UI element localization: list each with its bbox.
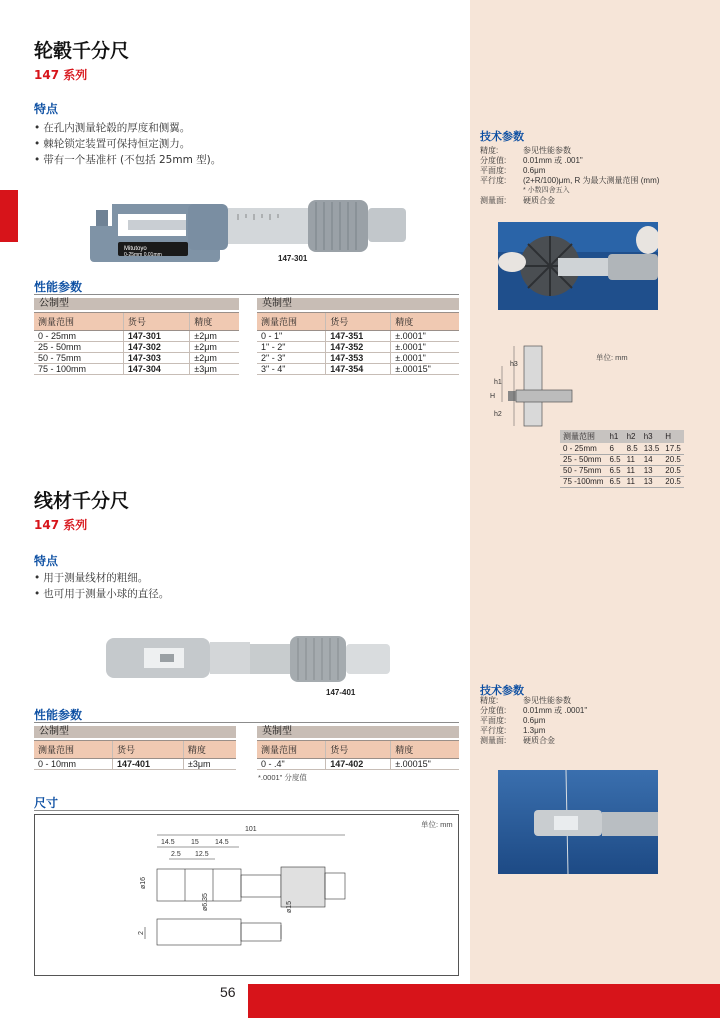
column-header: 测量范围 xyxy=(257,313,326,331)
heading-rule xyxy=(34,294,459,295)
cell: 20.5 xyxy=(662,476,684,487)
wire-micrometer-image xyxy=(104,632,394,686)
column-header: 货号 xyxy=(123,313,189,331)
cell-accuracy: ±3μm xyxy=(183,759,236,770)
spec-value: 0.01mm 或 .0001" xyxy=(523,706,588,715)
section2-features-heading: 特点 xyxy=(34,554,59,568)
cell-accuracy: ±.00015" xyxy=(391,364,459,375)
spec-key: 平面度: xyxy=(480,166,507,175)
cell: 14 xyxy=(641,454,663,465)
cell-code: 147-402 xyxy=(326,759,391,770)
column-header: H xyxy=(662,430,684,443)
spec-value: 硬质合金 xyxy=(523,736,555,745)
rounding-note: * 小数四舍五入 xyxy=(523,187,570,194)
cell: 50 - 75mm xyxy=(560,465,606,476)
spec-key: 平行度: xyxy=(480,726,507,735)
cell-code: 147-302 xyxy=(123,342,189,353)
cell-accuracy: ±.0001" xyxy=(391,342,459,353)
heading-rule xyxy=(34,722,459,723)
section1-title: 轮毂千分尺 xyxy=(34,40,130,62)
cell-accuracy: ±2μm xyxy=(190,342,239,353)
svg-text:h2: h2 xyxy=(494,411,502,418)
table-row xyxy=(257,342,459,353)
tech2-heading: 技术参数 xyxy=(480,684,524,697)
cell-range: 1" - 2" xyxy=(257,342,326,353)
cell-accuracy: ±2μm xyxy=(190,331,239,342)
spec-key: 测量面: xyxy=(480,736,507,745)
section1-performance-heading: 性能参数 xyxy=(34,280,83,294)
spec-key: 平面度: xyxy=(480,716,507,725)
tech1-unit: 单位: mm xyxy=(596,353,628,362)
section2-performance-heading: 性能参数 xyxy=(34,708,83,722)
cell-range: 0 - 10mm xyxy=(34,759,113,770)
table-row xyxy=(257,353,459,364)
svg-text:h1: h1 xyxy=(494,379,502,386)
section1-features xyxy=(34,120,221,168)
metric-tag: 公制型 xyxy=(34,726,236,738)
cell: 20.5 xyxy=(662,454,684,465)
cell-range: 3" - 4" xyxy=(257,364,326,375)
column-header: 测量范围 xyxy=(34,741,113,759)
svg-text:Mitutoyo: Mitutoyo xyxy=(124,246,147,252)
tech2-specs xyxy=(480,696,587,746)
cell-accuracy: ±.00015" xyxy=(391,759,459,770)
cell-code: 147-353 xyxy=(326,353,391,364)
spec-value: 参见性能参数 xyxy=(523,696,571,705)
footer-bar xyxy=(248,984,720,1018)
heading-rule xyxy=(34,810,459,811)
spec-key: 精度: xyxy=(480,146,499,155)
section2-series: 147 系列 xyxy=(34,518,88,532)
cell-range: 25 - 50mm xyxy=(34,342,123,353)
spec-key: 分度值: xyxy=(480,156,507,165)
table-row xyxy=(34,342,239,353)
cell-range: 50 - 75mm xyxy=(34,353,123,364)
page-number: 56 xyxy=(220,984,236,1000)
hub-dimension-table xyxy=(560,430,684,488)
cell: 6.5 xyxy=(606,476,623,487)
cell-code: 147-304 xyxy=(123,364,189,375)
wire-measurement-photo xyxy=(498,770,658,874)
cell-accuracy: ±.0001" xyxy=(391,353,459,364)
column-header: 货号 xyxy=(326,313,391,331)
cell-code: 147-354 xyxy=(326,364,391,375)
table-row xyxy=(560,476,684,487)
svg-text:H: H xyxy=(490,393,496,400)
inch-tag: 英制型 xyxy=(257,726,459,738)
cell: 11 xyxy=(624,465,641,476)
section1-features-heading: 特点 xyxy=(34,102,59,116)
cell-range: 0 - .4" xyxy=(257,759,326,770)
spec-value: 硬质合金 xyxy=(523,196,555,205)
svg-text:2.5: 2.5 xyxy=(171,851,181,858)
svg-text:14.5: 14.5 xyxy=(215,839,229,846)
table-row xyxy=(257,331,459,342)
wire-metric-table xyxy=(34,740,236,770)
column-header: 精度 xyxy=(190,313,239,331)
cell: 6.5 xyxy=(606,465,623,476)
table-row xyxy=(257,364,459,375)
svg-text:14.5: 14.5 xyxy=(161,839,175,846)
spec-key: 精度: xyxy=(480,696,499,705)
feature-item: • 棘轮锁定装置可保持恒定测力。 xyxy=(34,136,221,152)
feature-item: • 在孔内测量轮毂的厚度和侧翼。 xyxy=(34,120,221,136)
column-header: 精度 xyxy=(391,313,459,331)
feature-item: • 带有一个基准杆 (不包括 25mm 型)。 xyxy=(34,152,221,168)
svg-text:15: 15 xyxy=(191,839,199,846)
cell-code: 147-352 xyxy=(326,342,391,353)
table-row xyxy=(34,759,236,770)
metric-tag: 公制型 xyxy=(34,298,239,310)
hub-inch-table xyxy=(257,312,459,375)
table-row xyxy=(34,364,239,375)
column-header: h3 xyxy=(641,430,663,443)
cell: 8.5 xyxy=(624,443,641,454)
spec-value: 0.6μm xyxy=(523,716,546,725)
spec-key: 测量面: xyxy=(480,196,507,205)
hub-photo-label: 147-301 xyxy=(278,254,308,263)
cell: 13.5 xyxy=(641,443,663,454)
spec-key: 分度值: xyxy=(480,706,507,715)
hub-metric-table xyxy=(34,312,239,375)
gear-measurement-photo xyxy=(498,222,658,310)
cell-accuracy: ±3μm xyxy=(190,364,239,375)
cell-range: 2" - 3" xyxy=(257,353,326,364)
cell: 13 xyxy=(641,465,663,476)
svg-text:2: 2 xyxy=(138,931,145,935)
table-row xyxy=(34,353,239,364)
column-header: 测量范围 xyxy=(34,313,123,331)
section1-series: 147 系列 xyxy=(34,68,88,82)
section2-title: 线材千分尺 xyxy=(34,490,130,512)
spec-value: 0.6μm xyxy=(523,166,546,175)
cell: 11 xyxy=(624,454,641,465)
cell-code: 147-401 xyxy=(113,759,184,770)
cell-accuracy: ±.0001" xyxy=(391,331,459,342)
svg-text:12.5: 12.5 xyxy=(195,851,209,858)
cell: 17.5 xyxy=(662,443,684,454)
wire-micrometer-dimension-drawing xyxy=(35,815,458,975)
column-header: h2 xyxy=(624,430,641,443)
svg-text:0-25mm 0.01mm: 0-25mm 0.01mm xyxy=(124,252,162,258)
cell-code: 147-301 xyxy=(123,331,189,342)
feature-item: • 用于测量线材的粗细。 xyxy=(34,570,169,586)
cell: 25 - 50mm xyxy=(560,454,606,465)
column-header: 货号 xyxy=(113,741,184,759)
svg-text:101: 101 xyxy=(245,826,257,833)
tech1-specs xyxy=(480,146,659,206)
inch-tag: 英制型 xyxy=(257,298,459,310)
cell-code: 147-351 xyxy=(326,331,391,342)
cell: 6.5 xyxy=(606,454,623,465)
spec-value: (2+R/100)μm, R 为最大测量范围 (mm) xyxy=(523,176,660,185)
cell: 11 xyxy=(624,476,641,487)
cell-range: 0 - 1" xyxy=(257,331,326,342)
wire-inch-table xyxy=(257,740,459,770)
cell: 6 xyxy=(606,443,623,454)
column-header: 测量范围 xyxy=(257,741,326,759)
cell: 75 -100mm xyxy=(560,476,606,487)
section2-features xyxy=(34,570,169,602)
feature-item: • 也可用于测量小球的直径。 xyxy=(34,586,169,602)
tech1-heading: 技术参数 xyxy=(480,130,524,143)
spec-value: 参见性能参数 xyxy=(523,146,571,155)
section-tab-marker xyxy=(0,190,18,242)
cell-range: 0 - 25mm xyxy=(34,331,123,342)
table-row xyxy=(560,465,684,476)
column-header: h1 xyxy=(606,430,623,443)
cell: 0 - 25mm xyxy=(560,443,606,454)
column-header: 精度 xyxy=(391,741,459,759)
hub-dimension-diagram xyxy=(488,344,588,430)
cell-code: 147-303 xyxy=(123,353,189,364)
svg-text:h3: h3 xyxy=(510,361,518,368)
cell-range: 75 - 100mm xyxy=(34,364,123,375)
svg-text:ø16: ø16 xyxy=(140,876,147,889)
wire-photo-label: 147-401 xyxy=(326,688,356,697)
column-header: 货号 xyxy=(326,741,391,759)
dimensions-drawing xyxy=(34,814,459,976)
table-row xyxy=(257,759,459,770)
column-header: 测量范围 xyxy=(560,430,606,443)
table-row xyxy=(34,331,239,342)
column-header: 精度 xyxy=(183,741,236,759)
svg-text:ø15: ø15 xyxy=(286,900,293,913)
hub-micrometer-image xyxy=(88,192,418,272)
cell: 20.5 xyxy=(662,465,684,476)
dims-unit: 单位: mm xyxy=(421,820,453,829)
dimensions-heading: 尺寸 xyxy=(34,796,59,810)
table-row xyxy=(560,443,684,454)
table-row xyxy=(560,454,684,465)
cell-accuracy: ±2μm xyxy=(190,353,239,364)
cell: 13 xyxy=(641,476,663,487)
svg-text:ø6.35: ø6.35 xyxy=(202,893,209,911)
inch-footnote: *.0001" 分度值 xyxy=(258,773,307,782)
spec-key: 平行度: xyxy=(480,176,507,185)
spec-value: 0.01mm 或 .001" xyxy=(523,156,583,165)
spec-value: 1.3μm xyxy=(523,726,546,735)
